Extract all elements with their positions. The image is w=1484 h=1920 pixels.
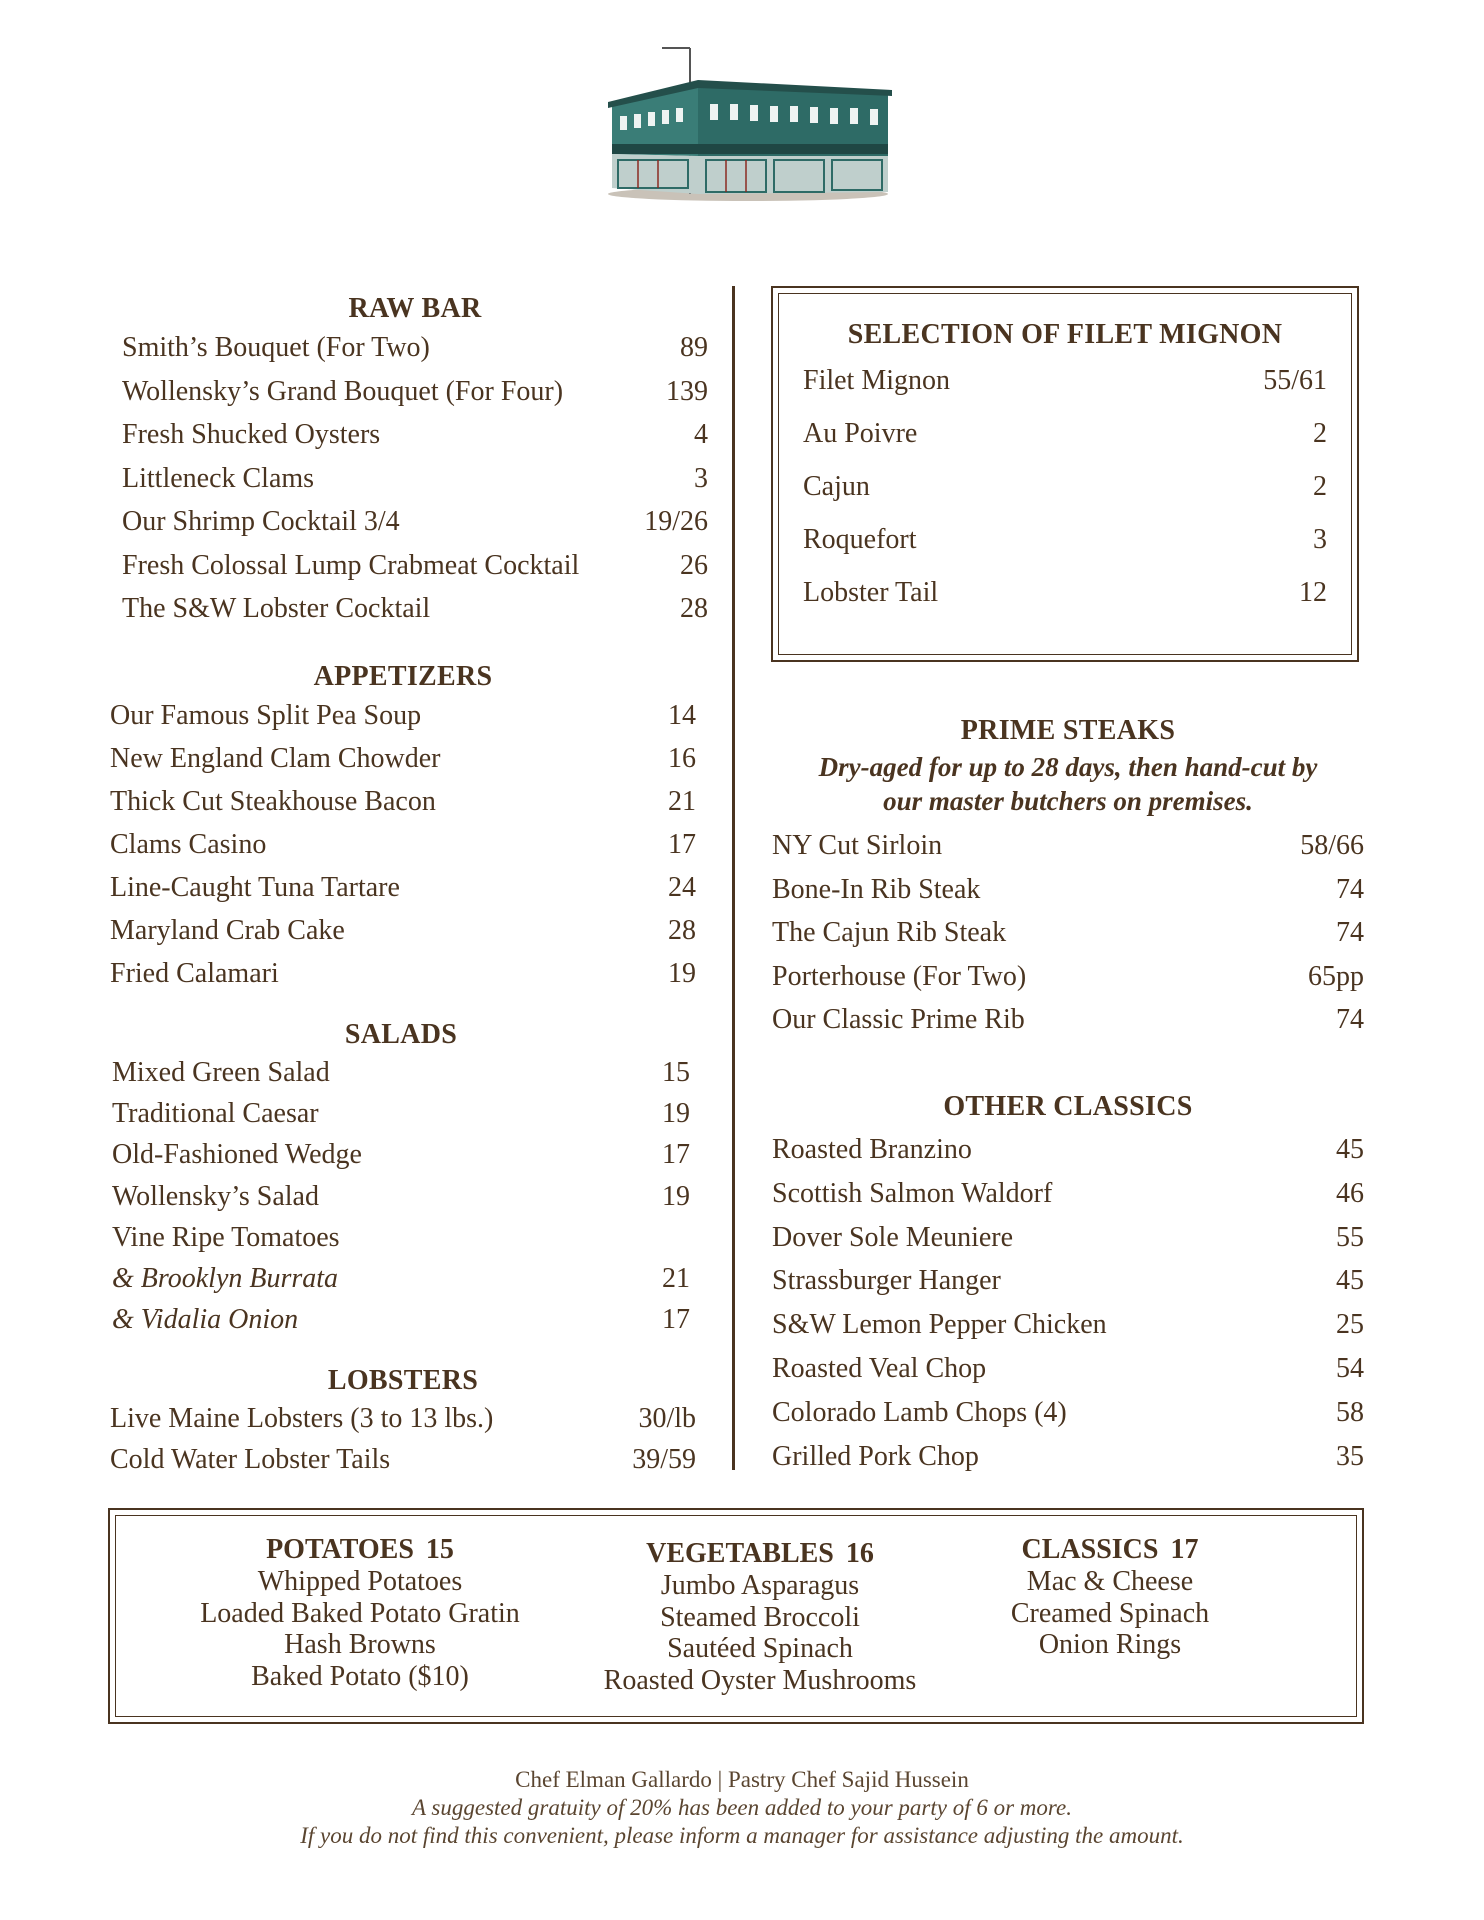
item-price: 17 xyxy=(662,1304,690,1336)
side-price: 17 xyxy=(1170,1534,1199,1565)
menu-item xyxy=(122,500,708,544)
sides-classics xyxy=(960,1534,1260,1661)
item-price: 16 xyxy=(668,743,696,774)
section-title: PRIME STEAKS xyxy=(960,715,1176,746)
item-name: Our Classic Prime Rib xyxy=(772,1004,1025,1036)
item-price: 89 xyxy=(680,332,708,363)
menu-item xyxy=(772,1172,1364,1216)
side-title-text: POTATOES xyxy=(266,1534,414,1565)
menu-item xyxy=(112,1176,690,1217)
item-price: 19 xyxy=(668,958,696,989)
menu-item xyxy=(112,1258,690,1299)
item-name: & Vidalia Onion xyxy=(112,1304,299,1336)
item-price: 46 xyxy=(1336,1177,1364,1209)
item-name: S&W Lemon Pepper Chicken xyxy=(772,1309,1107,1341)
item-price: 25 xyxy=(1336,1309,1364,1341)
item-price: 14 xyxy=(668,700,696,731)
menu-item xyxy=(110,909,696,952)
item-name: Cajun xyxy=(803,471,870,502)
item-price: 19 xyxy=(662,1098,690,1130)
item-name: Live Maine Lobsters (3 to 13 lbs.) xyxy=(110,1403,494,1434)
item-name: Roasted Branzino xyxy=(772,1134,972,1165)
menu-item xyxy=(110,823,696,866)
column-divider xyxy=(732,286,735,1470)
section-title: SALADS xyxy=(344,1019,458,1050)
menu-item xyxy=(122,457,708,501)
item-name: Maryland Crab Cake xyxy=(110,915,345,946)
section-tagline xyxy=(772,750,1364,818)
item-name: Roquefort xyxy=(803,524,917,555)
menu-item xyxy=(803,407,1327,460)
sides-potatoes xyxy=(160,1534,560,1692)
item-name: Porterhouse (For Two) xyxy=(772,960,1027,992)
menu-item xyxy=(122,587,708,631)
item-price: 74 xyxy=(1336,873,1364,905)
item-price: 15 xyxy=(662,1057,690,1088)
side-item: Jumbo Asparagus xyxy=(660,1570,860,1601)
item-name: Au Poivre xyxy=(803,418,918,449)
side-item: Sautéed Spinach xyxy=(667,1633,853,1664)
side-item: Whipped Potatoes xyxy=(257,1566,463,1597)
menu-item xyxy=(112,1134,690,1175)
item-price: 45 xyxy=(1336,1265,1364,1297)
item-price: 28 xyxy=(668,915,696,946)
menu-item xyxy=(772,998,1364,1042)
item-name: Our Shrimp Cocktail 3/4 xyxy=(122,506,400,537)
side-title-text: VEGETABLES xyxy=(646,1538,834,1569)
item-price: 24 xyxy=(668,872,696,903)
item-name: Grilled Pork Chop xyxy=(772,1440,979,1472)
menu-item xyxy=(112,1299,690,1340)
chef-credits: Chef Elman Gallardo | Pastry Chef Sajid Hussein xyxy=(515,1767,969,1792)
item-name: Smith’s Bouquet (For Two) xyxy=(122,332,430,363)
side-item: Onion Rings xyxy=(1038,1629,1182,1660)
menu-item xyxy=(772,868,1364,912)
item-price: 65pp xyxy=(1308,960,1364,992)
item-name: The Cajun Rib Steak xyxy=(772,917,1007,949)
menu-item xyxy=(112,1052,690,1093)
filet-mignon-box xyxy=(771,286,1359,662)
item-name: Littleneck Clams xyxy=(122,462,315,494)
gratuity-note: A suggested gratuity of 20% has been added to your party of 6 or more. xyxy=(412,1795,1072,1820)
item-name: Filet Mignon xyxy=(803,365,951,396)
tagline-line: our master butchers on premises. xyxy=(883,786,1253,816)
item-price: 58/66 xyxy=(1300,830,1364,861)
menu-item xyxy=(112,1093,690,1134)
item-price: 2 xyxy=(1313,418,1327,449)
item-price: 55 xyxy=(1336,1221,1364,1253)
prime-steaks-section xyxy=(772,714,1364,1042)
item-name: Strassburger Hanger xyxy=(772,1265,1001,1297)
side-item: Baked Potato ($10) xyxy=(251,1660,469,1692)
item-price: 21 xyxy=(668,786,696,817)
menu-item xyxy=(803,460,1327,513)
other-classics-section xyxy=(772,1090,1364,1478)
item-name: Vine Ripe Tomatoes xyxy=(112,1221,340,1253)
menu-item xyxy=(772,1128,1364,1172)
side-title-text: CLASSICS xyxy=(1021,1534,1159,1565)
menu-item xyxy=(110,1398,696,1439)
item-price: 74 xyxy=(1336,1004,1364,1036)
item-name: Bone-In Rib Steak xyxy=(772,873,981,905)
item-name: Scottish Salmon Waldorf xyxy=(772,1177,1053,1209)
menu-item xyxy=(803,354,1327,407)
item-name: Cold Water Lobster Tails xyxy=(110,1444,391,1475)
menu-item xyxy=(110,1439,696,1480)
side-price: 15 xyxy=(425,1534,454,1565)
item-name: Line-Caught Tuna Tartare xyxy=(110,872,400,903)
raw-bar-section xyxy=(122,292,708,631)
item-name: Colorado Lamb Chops (4) xyxy=(772,1396,1067,1428)
item-name: New England Clam Chowder xyxy=(110,743,441,774)
menu-item xyxy=(110,694,696,737)
item-price: 19/26 xyxy=(644,506,708,537)
menu-item xyxy=(110,866,696,909)
item-name: Dover Sole Meuniere xyxy=(772,1221,1014,1253)
item-name: Wollensky’s Salad xyxy=(112,1180,319,1212)
item-price: 30/lb xyxy=(638,1403,696,1434)
side-item: Mac & Cheese xyxy=(1026,1566,1194,1597)
menu-item xyxy=(122,326,708,370)
item-price: 26 xyxy=(680,549,708,581)
menu-item xyxy=(122,544,708,588)
menu-item xyxy=(772,1391,1364,1435)
item-price: 35 xyxy=(1336,1440,1364,1472)
side-title xyxy=(560,1538,960,1570)
item-price: 12 xyxy=(1299,577,1327,608)
item-name: Mixed Green Salad xyxy=(112,1057,330,1088)
menu-item xyxy=(772,824,1364,868)
section-title: RAW BAR xyxy=(348,293,482,324)
item-name: Lobster Tail xyxy=(803,577,939,608)
item-name: Old-Fashioned Wedge xyxy=(112,1139,362,1171)
side-title xyxy=(160,1534,560,1566)
item-name: Roasted Veal Chop xyxy=(772,1352,987,1384)
restaurant-building-logo xyxy=(598,44,894,204)
side-item: Creamed Spinach xyxy=(1010,1597,1210,1629)
appetizers-section xyxy=(110,660,696,995)
menu-item xyxy=(803,513,1327,566)
item-name: Traditional Caesar xyxy=(112,1098,319,1130)
gratuity-note: If you do not find this convenient, please inform a manager for assistance adjusting the amount. xyxy=(300,1823,1184,1848)
menu-item xyxy=(110,737,696,780)
menu-item xyxy=(772,911,1364,955)
item-price: 28 xyxy=(680,593,708,624)
item-name: Clams Casino xyxy=(110,829,267,860)
tagline-line: Dry-aged for up to 28 days, then hand-cut by xyxy=(818,752,1318,782)
item-price: 45 xyxy=(1336,1134,1364,1165)
menu-footer xyxy=(0,1766,1484,1850)
side-item: Roasted Oyster Mushrooms xyxy=(603,1664,917,1696)
menu-item xyxy=(110,952,696,995)
side-item: Loaded Baked Potato Gratin xyxy=(200,1597,520,1629)
item-price: 21 xyxy=(662,1262,690,1294)
sides-vegetables xyxy=(560,1538,960,1696)
lobsters-section xyxy=(110,1364,696,1480)
item-name: Thick Cut Steakhouse Bacon xyxy=(110,786,436,817)
menu-item xyxy=(112,1217,690,1258)
item-price: 4 xyxy=(694,419,708,450)
section-title: OTHER CLASSICS xyxy=(943,1091,1193,1122)
item-price: 19 xyxy=(662,1180,690,1212)
item-name: Wollensky’s Grand Bouquet (For Four) xyxy=(122,375,564,407)
menu-item xyxy=(122,413,708,457)
item-price: 58 xyxy=(1336,1396,1364,1428)
item-price: 2 xyxy=(1313,471,1327,502)
item-price: 139 xyxy=(666,375,708,407)
item-name: The S&W Lobster Cocktail xyxy=(122,593,431,624)
menu-item xyxy=(110,780,696,823)
item-price: 39/59 xyxy=(632,1444,696,1475)
sides-box xyxy=(108,1508,1364,1724)
side-item: Steamed Broccoli xyxy=(660,1601,860,1633)
menu-item xyxy=(772,1259,1364,1303)
menu-item xyxy=(772,1347,1364,1391)
menu-item xyxy=(772,955,1364,999)
menu-item xyxy=(803,566,1327,619)
item-name: Fried Calamari xyxy=(110,958,279,989)
item-price: 3 xyxy=(694,462,708,494)
item-price: 3 xyxy=(1313,524,1327,555)
section-title: LOBSTERS xyxy=(327,1365,479,1396)
side-title xyxy=(960,1534,1260,1566)
item-price: 17 xyxy=(662,1139,690,1171)
section-title: APPETIZERS xyxy=(313,661,493,692)
item-name: & Brooklyn Burrata xyxy=(112,1262,339,1294)
item-price: 54 xyxy=(1336,1352,1364,1384)
salads-section xyxy=(112,1018,690,1340)
item-name: Our Famous Split Pea Soup xyxy=(110,700,422,731)
side-item: Hash Browns xyxy=(284,1629,436,1660)
menu-item xyxy=(772,1435,1364,1479)
item-price: 17 xyxy=(668,829,696,860)
side-price: 16 xyxy=(845,1538,874,1569)
item-name: Fresh Colossal Lump Crabmeat Cocktail xyxy=(122,549,580,581)
menu-item xyxy=(772,1216,1364,1260)
item-price: 74 xyxy=(1336,917,1364,949)
item-name: NY Cut Sirloin xyxy=(772,830,943,861)
item-price: 55/61 xyxy=(1263,365,1327,396)
section-title: SELECTION OF FILET MIGNON xyxy=(847,319,1283,350)
item-name: Fresh Shucked Oysters xyxy=(122,419,381,450)
menu-item xyxy=(122,370,708,414)
menu-item xyxy=(772,1303,1364,1347)
